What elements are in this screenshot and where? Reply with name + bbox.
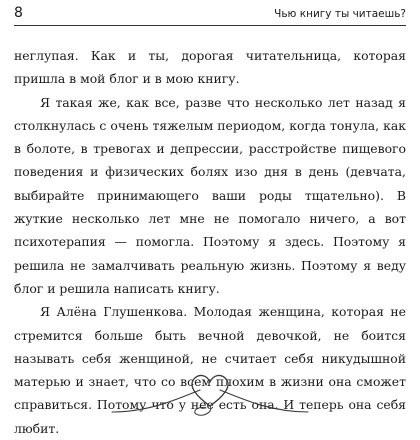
page-number: 8 bbox=[14, 5, 23, 21]
running-header bbox=[14, 0, 406, 30]
paragraph-story: Я такая же, как все, разве что несколько лет назад я столкнулась с очень тяжелым периодом, когда тонула, как в болоте, в тревогах и депрессии, расстройстве пищевого поведения и физических болях изо дня в день (девчата, выбирайте принимающего ваши роды тщательно). В жуткие несколько лет мне не помогало ничего, а вот психотерапия — помогла. Поэтому я здесь. Поэтому я решила не замалчивать реальную жизнь. Поэтому я веду блог и решила написать книгу. bbox=[14, 94, 406, 296]
header-rule bbox=[14, 25, 406, 26]
paragraph-introduction: Я Алёна Глушенкова. Молодая женщина, которая не стремится больше быть вечной девочкой, не боится называть себя женщиной, не считает себя никудышной матерью и знает, что со всем плохим в жизни она сможет справиться. Потому что у нее есть она. И теперь она себя любит. bbox=[14, 304, 406, 436]
paragraph-continuation: неглупая. Как и ты, дорогая читательница, которая пришла в мой блог и в мою книгу. bbox=[14, 48, 406, 87]
heart-line-divider-icon bbox=[110, 368, 310, 420]
running-title: Чью книгу ты читаешь? bbox=[274, 8, 406, 20]
